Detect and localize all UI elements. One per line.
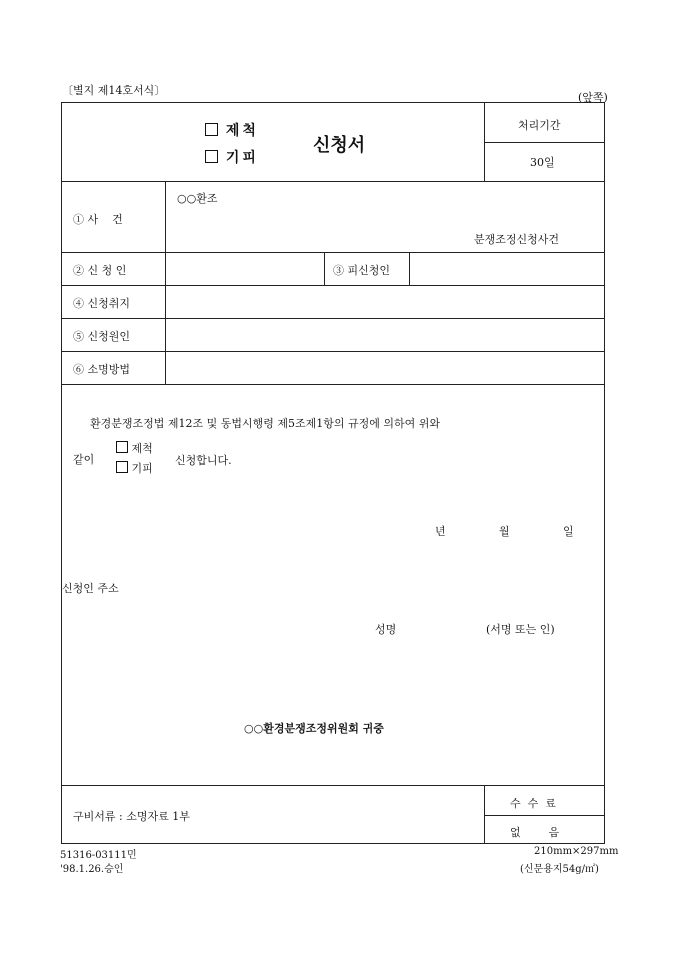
checkbox[interactable] xyxy=(116,441,128,453)
option-disqualify[interactable] xyxy=(205,120,259,140)
respondent-label: ③ 피신청인 xyxy=(333,264,391,277)
case-prefix: ○○환조 xyxy=(177,192,218,205)
method-label: ⑥ 소명방법 xyxy=(73,363,131,376)
divider xyxy=(409,252,410,285)
form-number: 〔별지 제14호서식〕 xyxy=(62,84,166,97)
divider xyxy=(61,351,605,352)
divider xyxy=(484,815,605,816)
reason-label: ⑤ 신청원인 xyxy=(73,330,131,343)
divider xyxy=(61,384,605,385)
divider xyxy=(165,181,166,384)
purpose-field[interactable] xyxy=(170,290,600,314)
name-label: 성명 xyxy=(375,623,397,636)
divider xyxy=(61,785,605,786)
document-title: 신청서 xyxy=(313,135,366,156)
divider xyxy=(484,142,605,143)
front-side-label: (앞쪽) xyxy=(578,91,608,104)
processing-period-label: 처리기간 xyxy=(518,119,561,132)
checkbox[interactable] xyxy=(205,150,218,163)
fee-value: 없 음 xyxy=(510,826,560,839)
option-label: 제척 xyxy=(225,123,259,139)
check-label: 제척 xyxy=(131,442,153,455)
statement-prefix: 같이 xyxy=(73,453,95,466)
check-challenge[interactable] xyxy=(116,460,153,476)
statement-suffix: 신청합니다. xyxy=(175,454,232,467)
applicant-label: ② 신 청 인 xyxy=(73,264,127,277)
method-field[interactable] xyxy=(170,356,600,380)
purpose-label: ④ 신청취지 xyxy=(73,297,131,310)
recipient: ○○환경분쟁조정위원회 귀중 xyxy=(244,722,384,735)
divider xyxy=(324,252,325,285)
check-disqualify[interactable] xyxy=(116,440,153,456)
checkbox[interactable] xyxy=(205,123,218,136)
approval-date: '98.1.26.승인 xyxy=(60,864,124,875)
divider xyxy=(61,181,605,182)
divider xyxy=(61,285,605,286)
applicant-field[interactable] xyxy=(170,257,320,281)
signature-label: (서명 또는 인) xyxy=(486,623,555,636)
address-label: 신청인 주소 xyxy=(62,582,119,595)
divider xyxy=(61,318,605,319)
option-challenge[interactable] xyxy=(205,147,259,167)
option-label: 기피 xyxy=(225,150,259,166)
attachments: 구비서류 : 소명자료 1부 xyxy=(73,810,190,823)
checkbox[interactable] xyxy=(116,461,128,473)
fee-label: 수 수 료 xyxy=(510,797,556,810)
date-day: 일 xyxy=(563,525,574,538)
check-label: 기피 xyxy=(131,462,153,475)
reason-field[interactable] xyxy=(170,323,600,347)
divider xyxy=(484,102,485,181)
statement-line1: 환경분쟁조정법 제12조 및 동법시행령 제5조제1항의 규정에 의하여 위와 xyxy=(90,417,440,430)
case-label: ① 사 건 xyxy=(73,213,123,226)
date-month: 월 xyxy=(499,525,510,538)
form-code: 51316-03111민 xyxy=(60,850,137,861)
processing-period-value: 30일 xyxy=(530,156,555,169)
divider xyxy=(61,252,605,253)
case-suffix: 분쟁조정신청사건 xyxy=(474,233,560,246)
paper-size: 210mm×297mm xyxy=(534,846,619,857)
respondent-field[interactable] xyxy=(414,257,600,281)
date-year: 년 xyxy=(435,525,446,538)
paper-type: (신문용지54g/㎡) xyxy=(520,864,599,875)
